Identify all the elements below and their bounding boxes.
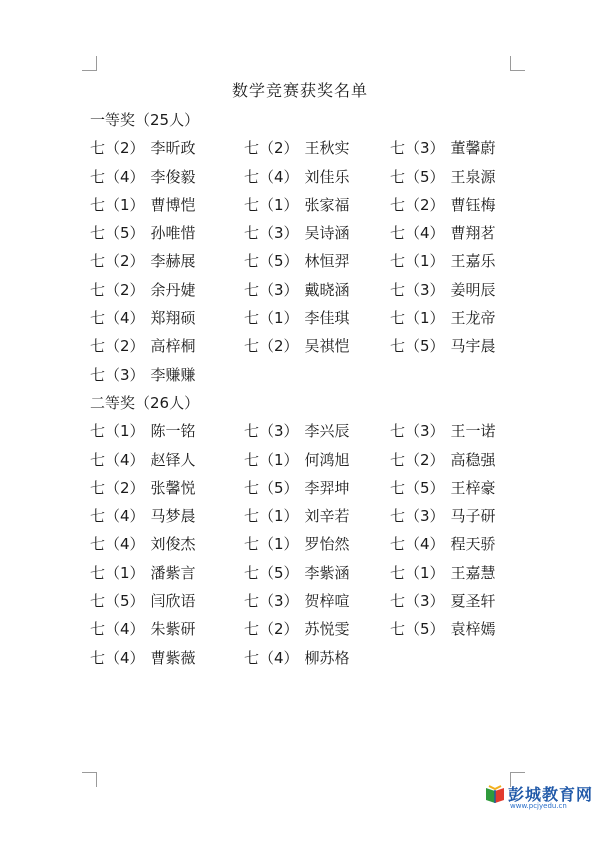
winner-entry bbox=[90, 304, 244, 332]
winner-entry bbox=[390, 474, 530, 502]
class-label: 七（4） bbox=[244, 648, 299, 667]
winner-entry bbox=[244, 474, 390, 502]
student-name: 马梦晨 bbox=[150, 507, 196, 526]
student-name: 李羿坤 bbox=[304, 478, 350, 497]
student-name: 郑翔硕 bbox=[150, 309, 196, 328]
winner-entry bbox=[244, 644, 390, 672]
class-label: 七（5） bbox=[244, 563, 299, 582]
first-prize-section bbox=[90, 106, 530, 389]
class-label: 七（2） bbox=[90, 139, 145, 158]
class-label: 七（2） bbox=[90, 252, 145, 271]
student-name: 曹紫薇 bbox=[150, 648, 196, 667]
class-label: 七（4） bbox=[90, 535, 145, 554]
winner-entry bbox=[390, 502, 530, 530]
student-name: 闫欣语 bbox=[150, 592, 196, 611]
student-name: 王秋实 bbox=[304, 139, 350, 158]
class-label: 七（1） bbox=[90, 422, 145, 441]
winner-entry bbox=[390, 191, 530, 219]
class-label: 七（5） bbox=[390, 167, 445, 186]
class-label: 七（2） bbox=[390, 195, 445, 214]
class-label: 七（5） bbox=[90, 224, 145, 243]
winner-entry bbox=[390, 134, 530, 162]
crop-mark-top-left bbox=[82, 56, 97, 71]
winner-entry bbox=[90, 247, 244, 275]
student-name: 曹翔茗 bbox=[450, 224, 496, 243]
winner-entry bbox=[90, 644, 244, 672]
class-label: 七（3） bbox=[90, 365, 145, 384]
student-name: 赵铎人 bbox=[150, 450, 196, 469]
student-name: 刘佳乐 bbox=[304, 167, 350, 186]
book-logo-icon bbox=[484, 784, 506, 804]
class-label: 七（5） bbox=[390, 620, 445, 639]
student-name: 程天骄 bbox=[450, 535, 496, 554]
winner-entry bbox=[90, 615, 244, 643]
student-name: 李昕政 bbox=[150, 139, 196, 158]
class-label: 七（2） bbox=[90, 280, 145, 299]
winner-entry bbox=[244, 191, 390, 219]
class-label: 七（4） bbox=[90, 620, 145, 639]
class-label: 七（5） bbox=[390, 478, 445, 497]
class-label: 七（2） bbox=[90, 337, 145, 356]
student-name: 刘辛若 bbox=[304, 507, 350, 526]
class-label: 七（3） bbox=[390, 139, 445, 158]
class-label: 七（4） bbox=[390, 535, 445, 554]
student-name: 袁梓嫣 bbox=[450, 620, 496, 639]
student-name: 柳苏格 bbox=[304, 648, 350, 667]
class-label: 七（4） bbox=[90, 648, 145, 667]
winner-entry bbox=[244, 417, 390, 445]
student-name: 王梓豪 bbox=[450, 478, 496, 497]
class-label: 七（4） bbox=[244, 167, 299, 186]
student-name: 马宇晨 bbox=[450, 337, 496, 356]
winner-entry bbox=[390, 304, 530, 332]
winner-entry bbox=[244, 446, 390, 474]
class-label: 七（1） bbox=[390, 252, 445, 271]
student-name: 李佳琪 bbox=[304, 309, 350, 328]
student-name: 李俊毅 bbox=[150, 167, 196, 186]
winner-entry bbox=[90, 474, 244, 502]
winner-entry bbox=[244, 615, 390, 643]
class-label: 七（4） bbox=[90, 450, 145, 469]
winner-entry bbox=[244, 559, 390, 587]
winner-entry bbox=[390, 276, 530, 304]
student-name: 何鸿旭 bbox=[304, 450, 350, 469]
student-name: 孙唯惜 bbox=[150, 224, 196, 243]
class-label: 七（1） bbox=[244, 450, 299, 469]
watermark-url: www.pcjyedu.cn bbox=[510, 802, 567, 810]
student-name: 张馨悦 bbox=[150, 478, 196, 497]
class-label: 七（4） bbox=[90, 309, 145, 328]
student-name: 高梓桐 bbox=[150, 337, 196, 356]
class-label: 七（3） bbox=[390, 507, 445, 526]
student-name: 王龙帝 bbox=[450, 309, 496, 328]
class-label: 七（5） bbox=[390, 337, 445, 356]
crop-mark-top-right bbox=[510, 56, 525, 71]
winner-entry bbox=[390, 615, 530, 643]
student-name: 王嘉乐 bbox=[450, 252, 496, 271]
winner-entry bbox=[90, 587, 244, 615]
student-name: 贺梓喧 bbox=[304, 592, 350, 611]
winner-entry bbox=[244, 332, 390, 360]
winner-entry bbox=[390, 530, 530, 558]
student-name: 张家福 bbox=[304, 195, 350, 214]
winner-entry bbox=[390, 219, 530, 247]
class-label: 七（3） bbox=[244, 224, 299, 243]
winner-entry bbox=[90, 191, 244, 219]
student-name: 吴诗涵 bbox=[304, 224, 350, 243]
winner-entry bbox=[90, 502, 244, 530]
class-label: 七（2） bbox=[244, 139, 299, 158]
class-label: 七（3） bbox=[390, 592, 445, 611]
student-name: 林恒羿 bbox=[304, 252, 350, 271]
class-label: 七（1） bbox=[390, 309, 445, 328]
student-name: 姜明辰 bbox=[450, 280, 496, 299]
page-title: 数学竞赛获奖名单 bbox=[231, 81, 368, 100]
student-name: 董馨蔚 bbox=[450, 139, 496, 158]
winner-entry bbox=[390, 417, 530, 445]
winner-entry bbox=[244, 587, 390, 615]
winner-entry bbox=[90, 446, 244, 474]
class-label: 七（1） bbox=[244, 535, 299, 554]
winner-entry bbox=[244, 276, 390, 304]
student-name: 王泉源 bbox=[450, 167, 496, 186]
winner-entry bbox=[244, 530, 390, 558]
student-name: 潘紫言 bbox=[150, 563, 196, 582]
crop-mark-bottom-left bbox=[82, 772, 97, 787]
student-name: 高稳强 bbox=[450, 450, 496, 469]
class-label: 七（5） bbox=[244, 478, 299, 497]
winner-entry bbox=[244, 502, 390, 530]
student-name: 曹博恺 bbox=[150, 195, 196, 214]
class-label: 七（4） bbox=[90, 167, 145, 186]
class-label: 七（3） bbox=[244, 280, 299, 299]
second-prize-section bbox=[90, 389, 530, 672]
student-name: 罗怡然 bbox=[304, 535, 350, 554]
winner-entry bbox=[90, 417, 244, 445]
class-label: 七（5） bbox=[90, 592, 145, 611]
student-name: 陈一铭 bbox=[150, 422, 196, 441]
winner-grid bbox=[90, 417, 530, 672]
winner-entry bbox=[390, 446, 530, 474]
student-name: 王一诺 bbox=[450, 422, 496, 441]
winner-entry bbox=[244, 134, 390, 162]
class-label: 七（3） bbox=[390, 422, 445, 441]
winner-grid bbox=[90, 134, 530, 389]
winner-entry bbox=[90, 163, 244, 191]
student-name: 李赫展 bbox=[150, 252, 196, 271]
winner-entry bbox=[244, 247, 390, 275]
student-name: 余丹婕 bbox=[150, 280, 196, 299]
winner-entry bbox=[244, 219, 390, 247]
winner-entry bbox=[90, 559, 244, 587]
winner-entry bbox=[90, 361, 244, 389]
section-heading: 一等奖（25人） bbox=[90, 111, 200, 129]
student-name: 戴晓涵 bbox=[304, 280, 350, 299]
class-label: 七（4） bbox=[390, 224, 445, 243]
winner-entry bbox=[244, 163, 390, 191]
winner-entry bbox=[90, 219, 244, 247]
class-label: 七（3） bbox=[244, 592, 299, 611]
class-label: 七（3） bbox=[390, 280, 445, 299]
winner-entry bbox=[390, 332, 530, 360]
class-label: 七（4） bbox=[90, 507, 145, 526]
winner-entry bbox=[90, 134, 244, 162]
student-name: 马子研 bbox=[450, 507, 496, 526]
class-label: 七（1） bbox=[390, 563, 445, 582]
class-label: 七（5） bbox=[244, 252, 299, 271]
class-label: 七（2） bbox=[390, 450, 445, 469]
student-name: 李赚赚 bbox=[150, 365, 196, 384]
class-label: 七（1） bbox=[244, 309, 299, 328]
student-name: 刘俊杰 bbox=[150, 535, 196, 554]
section-heading: 二等奖（26人） bbox=[90, 393, 200, 412]
student-name: 王嘉慧 bbox=[450, 563, 496, 582]
student-name: 吴祺恺 bbox=[304, 337, 350, 356]
winner-entry bbox=[90, 332, 244, 360]
winner-entry bbox=[390, 247, 530, 275]
student-name: 苏悦雯 bbox=[304, 620, 350, 639]
award-list bbox=[90, 106, 530, 672]
class-label: 七（2） bbox=[244, 620, 299, 639]
winner-entry bbox=[390, 559, 530, 587]
student-name: 夏圣轩 bbox=[450, 592, 496, 611]
class-label: 七（1） bbox=[90, 563, 145, 582]
class-label: 七（2） bbox=[244, 337, 299, 356]
student-name: 李紫涵 bbox=[304, 563, 350, 582]
student-name: 曹钰梅 bbox=[450, 195, 496, 214]
class-label: 七（2） bbox=[90, 478, 145, 497]
winner-entry bbox=[244, 304, 390, 332]
class-label: 七（1） bbox=[244, 195, 299, 214]
watermark-text: 彭城教育网 bbox=[508, 785, 594, 804]
class-label: 七（1） bbox=[90, 195, 145, 214]
student-name: 李兴辰 bbox=[304, 422, 350, 441]
class-label: 七（1） bbox=[244, 507, 299, 526]
winner-entry bbox=[90, 276, 244, 304]
winner-entry bbox=[90, 530, 244, 558]
student-name: 朱紫研 bbox=[150, 620, 196, 639]
site-watermark bbox=[484, 782, 594, 812]
winner-entry bbox=[390, 587, 530, 615]
winner-entry bbox=[390, 163, 530, 191]
class-label: 七（3） bbox=[244, 422, 299, 441]
